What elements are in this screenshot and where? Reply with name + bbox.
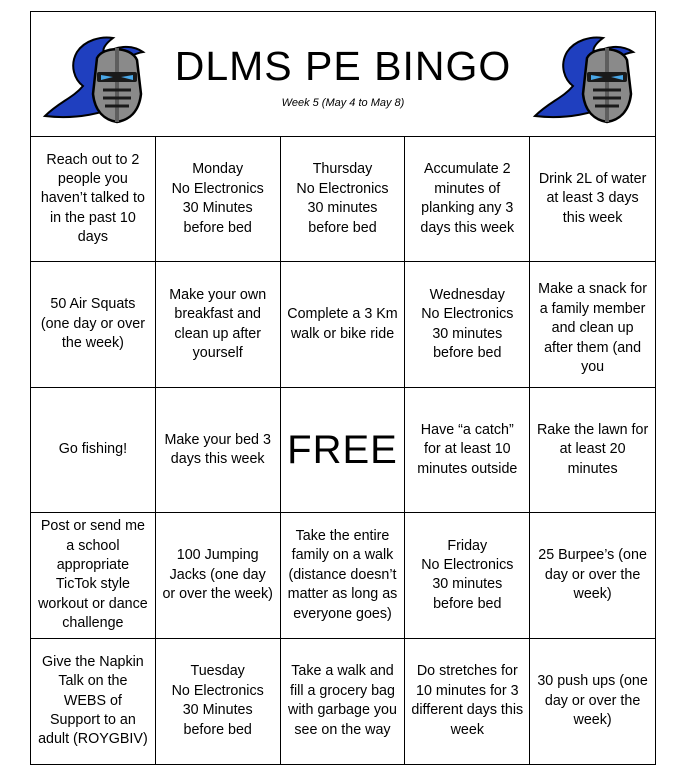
knight-helmet-icon: [529, 32, 641, 124]
bingo-card: [30, 11, 656, 765]
bingo-grid: [31, 137, 655, 764]
bingo-cell: Take the entire family on a walk (distance doesn’t matter as long as everyone goes): [281, 513, 406, 638]
bingo-cell: 50 Air Squats (one day or over the week): [31, 262, 156, 387]
bingo-cell: Give the Napkin Talk on the WEBS of Support to an adult (ROYGBIV): [31, 639, 156, 764]
bingo-cell: Go fishing!: [31, 388, 156, 513]
bingo-cell: 100 Jumping Jacks (one day or over the week): [156, 513, 281, 638]
bingo-cell: Friday No Electronics 30 minutes before bed: [405, 513, 530, 638]
bingo-cell: Monday No Electronics 30 Minutes before bed: [156, 137, 281, 262]
free-space: FREE: [281, 388, 406, 513]
bingo-cell: Reach out to 2 people you haven’t talked to in the past 10 days: [31, 137, 156, 262]
bingo-cell: Make your bed 3 days this week: [156, 388, 281, 513]
bingo-cell: Tuesday No Electronics 30 Minutes before bed: [156, 639, 281, 764]
bingo-cell: Take a walk and fill a grocery bag with garbage you see on the way: [281, 639, 406, 764]
bingo-cell: Thursday No Electronics 30 minutes before bed: [281, 137, 406, 262]
bingo-cell: Post or send me a school appropriate TicTok style workout or dance challenge: [31, 513, 156, 638]
bingo-cell: Have “a catch” for at least 10 minutes outside: [405, 388, 530, 513]
bingo-cell: 30 push ups (one day or over the week): [537, 673, 648, 728]
page-title: DLMS PE BINGO: [174, 43, 512, 89]
bingo-cell: Do stretches for 10 minutes for 3 different days this week: [405, 639, 530, 764]
bingo-cell: Make a snack for a family member and clean up after them (and you: [530, 262, 655, 387]
bingo-cell: Wednesday No Electronics 30 minutes before bed: [405, 262, 530, 387]
card-header: [31, 12, 655, 137]
bingo-cell: Make your own breakfast and clean up after yourself: [156, 262, 281, 387]
bingo-cell: Accumulate 2 minutes of planking any 3 days this week: [405, 137, 530, 262]
bingo-cell: Drink 2L of water at least 3 days this week: [530, 137, 655, 262]
bingo-cell: Complete a 3 Km walk or bike ride: [281, 262, 406, 387]
bingo-cell: 25 Burpee’s (one day or over the week): [530, 513, 655, 638]
bingo-cell: Rake the lawn for at least 20 minutes: [530, 388, 655, 513]
page-subtitle: Week 5 (May 4 to May 8): [281, 97, 405, 109]
